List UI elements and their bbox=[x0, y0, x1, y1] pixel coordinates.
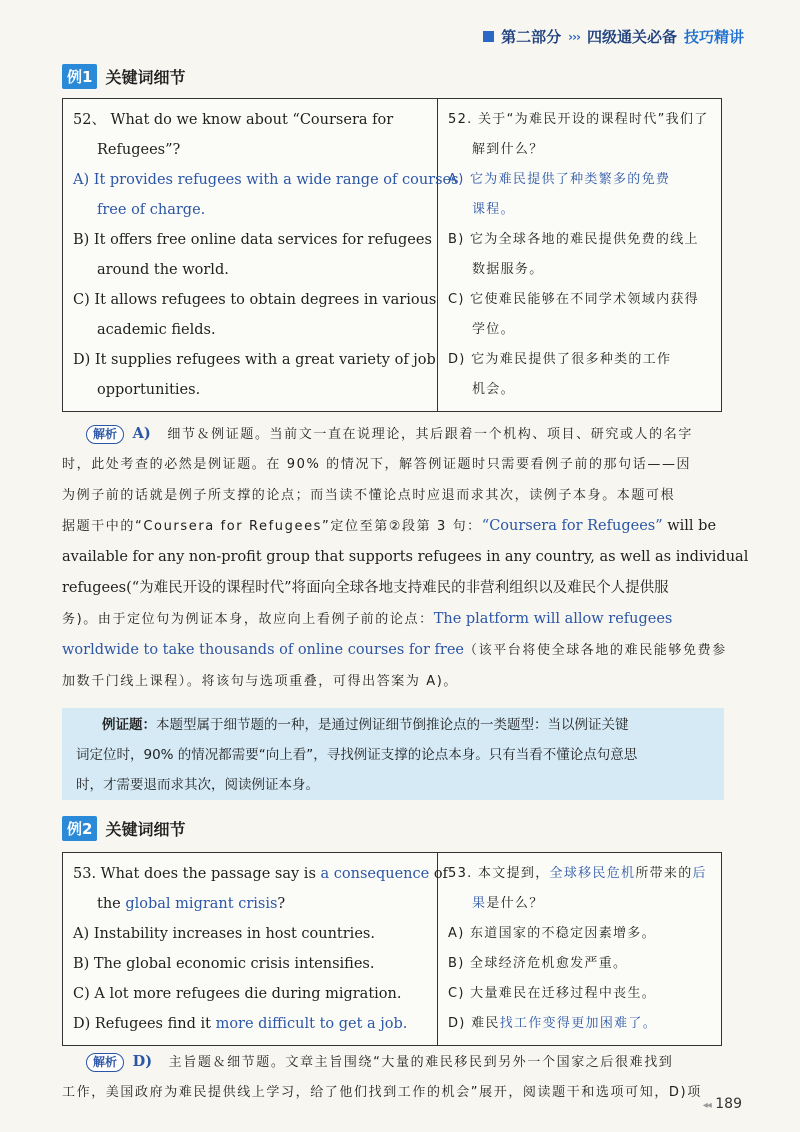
q53-option-a: A) Instability increases in host countries. bbox=[73, 926, 375, 942]
q53-zh-highlight: 全球移民危机 bbox=[549, 866, 636, 881]
q53-stem: ? bbox=[277, 896, 286, 912]
q53-stem: 53. What does the passage say is bbox=[73, 866, 321, 882]
analysis-line: 务)。由于定位句为例证本身，故应向上看例子前的论点： bbox=[62, 612, 434, 627]
q53-zh-stem: 是什么？ bbox=[486, 896, 544, 911]
q52-stem-line2: Refugees”? bbox=[97, 142, 181, 158]
q53-zh-option-d-highlight: 找工作变得更加困难了。 bbox=[499, 1016, 658, 1031]
analysis-line: 细节＆例证题。当前文一直在说理论，其后跟着一个机构、项目、研究或人的名字 bbox=[167, 427, 693, 442]
q53-zh-option-c: C) 大量难民在迁移过程中丧生。 bbox=[448, 986, 657, 1001]
analysis-line: will be bbox=[662, 518, 717, 534]
q52-option-b-line2: around the world. bbox=[97, 262, 229, 278]
q52-option-d-line2: opportunities. bbox=[97, 382, 201, 398]
q53-option-d-highlight: more difficult to get a job. bbox=[215, 1016, 408, 1032]
q53-zh-option-b: B) 全球经济危机愈发严重。 bbox=[448, 956, 628, 971]
q52-zh-option-d-line1: D) 它为难民提供了很多种类的工作 bbox=[448, 352, 672, 367]
header-separator: ››› bbox=[568, 29, 580, 44]
q53-option-c: C) A lot more refugees die during migration. bbox=[73, 986, 402, 1002]
q52-zh-option-c-line2: 学位。 bbox=[472, 322, 515, 337]
analysis-line: 加数千门线上课程）。将该句与选项重叠，可得出答案为 A)。 bbox=[62, 674, 458, 689]
running-header bbox=[483, 26, 744, 47]
analysis-line: refugees(“为难民开设的课程时代”将面向全球各地支持难民的非营利组织以及难民个人提供服 bbox=[62, 580, 669, 596]
analysis-badge: 解析 bbox=[86, 1053, 124, 1072]
example1-english-column bbox=[63, 99, 459, 411]
q53-zh-stem: 所带来的 bbox=[635, 866, 693, 881]
q53-zh-option-d: D) 难民 bbox=[448, 1016, 500, 1031]
example1-heading bbox=[62, 64, 185, 89]
analysis-line: 时，此处考查的必然是例证题。在 90% 的情况下，解答例证题时只需要看例子前的那句话——因 bbox=[62, 457, 692, 472]
example1-chinese-column bbox=[438, 99, 721, 411]
tip-line: 时，才需要退而求其次，阅读例证本身。 bbox=[76, 777, 319, 793]
q52-zh-option-a-line1: A) 它为难民提供了种类繁多的免费 bbox=[448, 172, 671, 187]
analysis-quote: The platform will allow refugees bbox=[433, 611, 673, 627]
example1-question-table bbox=[62, 98, 722, 412]
analysis-answer: A) bbox=[132, 425, 151, 442]
q53-stem: of bbox=[429, 866, 448, 882]
q53-option-b: B) The global economic crisis intensifies. bbox=[73, 956, 375, 972]
analysis-line: 工作，美国政府为难民提供线上学习，给了他们找到工作的机会”展开，阅读题干和选项可知，D)项 bbox=[62, 1085, 702, 1100]
q52-option-a-line1: A) It provides refugees with a wide range of courses bbox=[73, 172, 459, 188]
page-arrows-icon: ◂◂ bbox=[702, 1100, 711, 1111]
q53-stem-highlight: global migrant crisis bbox=[125, 896, 278, 912]
q52-stem-line1: 52、 What do we know about “Coursera for bbox=[73, 112, 394, 128]
tip-box bbox=[62, 708, 724, 800]
example2-analysis bbox=[62, 1046, 724, 1108]
q53-zh-highlight: 后 bbox=[692, 866, 707, 881]
example2-tag: 例2 bbox=[62, 816, 97, 841]
q52-zh-option-b-line1: B) 它为全球各地的难民提供免费的线上 bbox=[448, 232, 699, 247]
header-square-icon bbox=[483, 31, 494, 42]
header-accent: 技巧精讲 bbox=[683, 28, 744, 46]
example2-title: 关键词细节 bbox=[105, 820, 186, 839]
q53-stem-highlight: a consequence bbox=[320, 866, 430, 882]
q53-option-d: D) Refugees find it bbox=[73, 1016, 216, 1032]
example1-analysis bbox=[62, 418, 749, 697]
header-part: 第二部分 bbox=[501, 28, 562, 46]
analysis-badge: 解析 bbox=[86, 425, 124, 444]
q52-option-b-line1: B) It offers free online data services for refugees bbox=[73, 232, 432, 248]
analysis-quote: “Coursera for Refugees” bbox=[481, 518, 663, 534]
analysis-answer: D) bbox=[132, 1053, 153, 1070]
q52-option-c-line2: academic fields. bbox=[97, 322, 216, 338]
q52-zh-stem-line2: 解到什么？ bbox=[472, 142, 544, 157]
q52-zh-option-a-line2: 课程。 bbox=[472, 202, 515, 217]
tip-line: 词定位时，90% 的情况都需要“向上看”，寻找例证支撑的论点本身。只有当看不懂论点句意思 bbox=[76, 747, 638, 763]
q53-stem: the bbox=[97, 896, 126, 912]
analysis-quote: worldwide to take thousands of online courses for free bbox=[62, 642, 464, 658]
q52-zh-stem-line1: 52. 关于“为难民开设的课程时代”我们了 bbox=[448, 112, 709, 127]
analysis-line: （该平台将使全球各地的难民能够免费参 bbox=[464, 643, 727, 658]
example2-english-column bbox=[63, 853, 448, 1045]
q53-zh-stem: 53. 本文提到， bbox=[448, 866, 550, 881]
example2-chinese-column bbox=[438, 853, 721, 1045]
tip-line: 本题型属于细节题的一种，是通过例证细节倒推论点的一类题型：当以例证关键 bbox=[156, 717, 629, 733]
example2-question-table bbox=[62, 852, 722, 1046]
header-section: 四级通关必备 bbox=[586, 28, 677, 46]
tip-lead: 例证题： bbox=[102, 717, 156, 733]
example2-heading bbox=[62, 816, 185, 841]
q52-option-a-line2: free of charge. bbox=[97, 202, 206, 218]
analysis-line: 主旨题＆细节题。文章主旨围绕“大量的难民移民到另外一个国家之后很难找到 bbox=[168, 1055, 674, 1070]
q53-zh-highlight: 果 bbox=[472, 896, 487, 911]
q52-zh-option-d-line2: 机会。 bbox=[472, 382, 515, 397]
analysis-line: 为例子前的话就是例子所支撑的论点；而当读不懂论点时应退而求其次，读例子本身。本题可根 bbox=[62, 488, 676, 503]
page-number bbox=[703, 1096, 742, 1112]
page-number-value: 189 bbox=[715, 1096, 742, 1112]
q52-option-d-line1: D) It supplies refugees with a great variety of job bbox=[73, 352, 436, 368]
q52-zh-option-c-line1: C) 它使难民能够在不同学术领域内获得 bbox=[448, 292, 699, 307]
q52-zh-option-b-line2: 数据服务。 bbox=[472, 262, 544, 277]
q53-zh-option-a: A) 东道国家的不稳定因素增多。 bbox=[448, 926, 656, 941]
example1-tag: 例1 bbox=[62, 64, 97, 89]
example1-title: 关键词细节 bbox=[105, 68, 186, 87]
q52-option-c-line1: C) It allows refugees to obtain degrees in various bbox=[73, 292, 437, 308]
analysis-line: 据题干中的“Coursera for Refugees”定位至第②段第 3 句： bbox=[62, 519, 482, 534]
analysis-line: available for any non-profit group that supports refugees in any country, as well as individual bbox=[62, 549, 749, 565]
